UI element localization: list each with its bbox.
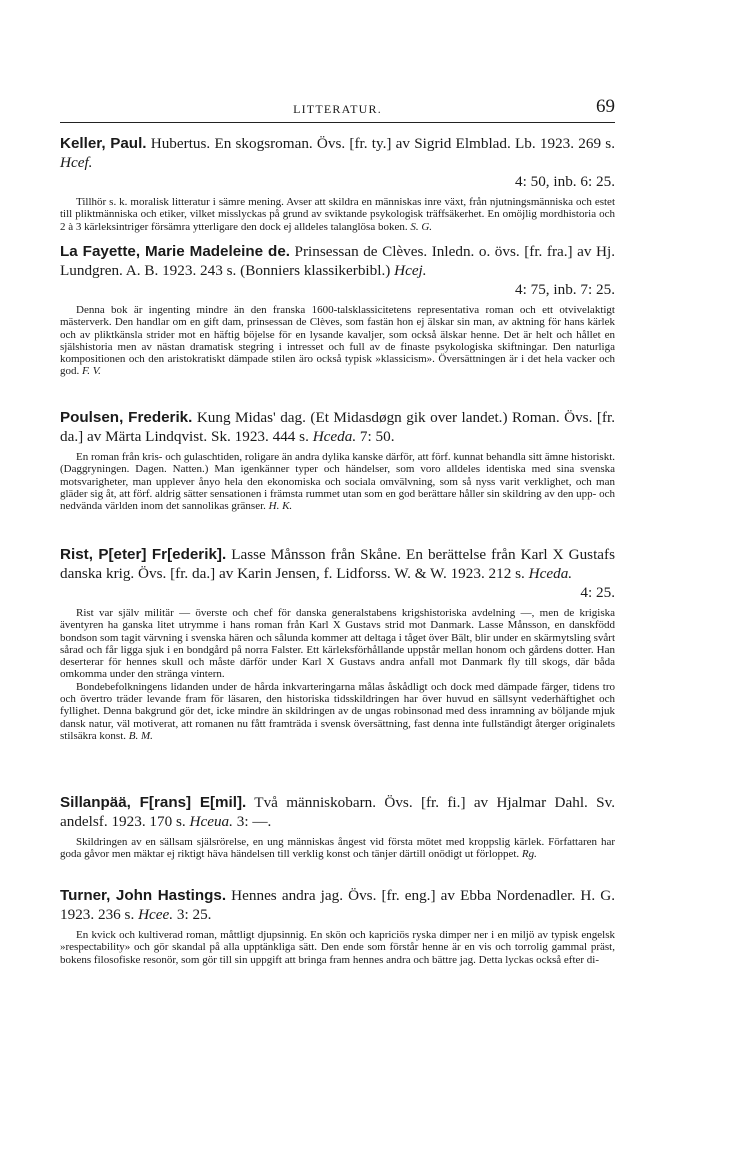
review-text: Denna bok är ingenting mindre än den franska 1600-talsklassicitetens representativa roman och ett otvivelaktigt mästerverk. Den handlar om en gift dam, prinsessan de Clèves, som fastän hon ej älskar sin man, av aktning för hans kärlek och av pliktkänsla strider mot en häftig böjelse för en lysande kavaljer, som också älskar henne. Det är helt och hållet en själshistoria men av nästan dramatisk stegring i intresset och full av de finaste psykologiska skiftningar. Den naturliga kompositionen och den aristokratiskt dämpade stilen äro också typisk »klassicism». Översättningen är i det hela vacker och god. [60, 304, 615, 378]
review-text: Tillhör s. k. moralisk litteratur i sämre mening. Avser att skildra en människas inre växt, från njutningsmänniska och estet till pliktmänniska och etiker, vilket misslyckas på grund av sviktande psykologisk träffsäkerhet. En omöjlig mordhistoria och 2 à 3 kärleksintriger försämra ytterligare den dock ej alldeles talanglösa boken. [60, 196, 615, 233]
review-text: Skildringen av en sällsam själsrörelse, en ung människas ångest vid första mötet med kroppslig kärlek. Författaren har goda gåvor men mäktar ej riktigt häva händelsen till verklig konst och tänjer därtill onödigt ut förloppet. [60, 836, 615, 861]
citation-text: Hubertus. En skogsroman. Övs. [fr. ty.] av Sigrid Elmblad. Lb. 1923. 269 s. [150, 135, 615, 152]
citation-text: Kung Midas' dag. (Et Midasdøgn gik over landet.) Roman. Övs. [fr. da.] av Märta Lindqvist. Sk. 1923. 444 s. [60, 409, 615, 445]
entry-keller [60, 134, 615, 233]
page-header [60, 96, 615, 123]
author-name: Keller, Paul. [60, 135, 147, 152]
price: 4: 75, inb. 7: 25. [515, 281, 615, 298]
citation-text: Prinsessan de Clèves. Inledn. o. övs. [fr. fra.] av Hj. Lundgren. A. B. 1923. 243 s. (Bonniers klassikerbibl.) [60, 243, 615, 279]
publisher-code: Hcej. [394, 262, 427, 279]
running-title: LITTERATUR. [293, 102, 382, 116]
publisher-code: Hcef. [60, 154, 93, 171]
page-number: 69 [596, 96, 615, 117]
review-text: En roman från kris- och gulaschtiden, roligare än andra dylika kanske därför, att förf. kunnat behandla sitt ämne historiskt. (Daggryningen. Dagen. Natten.) Man igenkänner typer och händelser, som voro alldeles identiska med sina svenska motsvarigheter, man upplever ånyo hela den ekonomiska och sociala omvälvning, som så nyss varit verklighet, och man gläder sig åt, att förf. aldrig sätter sensationen i främsta rummet utan som en god berättare håller sin skildring av den upp- och nedvända världen inom det sannolikas gränser. [60, 451, 615, 513]
citation-text: Två människobarn. Övs. [fr. fi.] av Hjalmar Dahl. Sv. andelsf. 1923. 170 s. [60, 794, 616, 830]
entry-turner [60, 886, 615, 966]
entry-la-fayette [60, 242, 615, 378]
review [60, 607, 615, 742]
publisher-code: Hceda. [528, 565, 573, 582]
price: 3: —. [236, 813, 272, 830]
review [60, 451, 615, 512]
author-name: Poulsen, Frederik. [60, 409, 193, 426]
reviewer-signature: F. V. [82, 365, 101, 378]
author-name: La Fayette, Marie Madeleine de. [60, 243, 290, 260]
review-text: En kvick och kultiverad roman, måttligt djupsinnig. En skön och kapriciös ryska dimper ner i en miljö av typisk engelsk »respectability» och gör skandal på alla upptänkliga sätt. Den ende som förstår henne är en vis och torrolig gammal präst, bokens filosofiske resonör, som gör till sin uppgift att bringa fram hennes andra och bättre jag. Detta lyckas också efter di- [60, 929, 615, 966]
price: 4: 25. [580, 584, 615, 601]
citation [60, 793, 615, 831]
price: 7: 50. [359, 428, 395, 445]
price: 4: 50, inb. 6: 25. [515, 173, 615, 190]
author-name: Turner, John Hastings. [60, 887, 227, 904]
reviewer-signature: H. K. [268, 500, 293, 513]
citation [60, 242, 615, 299]
citation [60, 886, 615, 924]
review [60, 196, 615, 233]
citation [60, 408, 615, 446]
review [60, 304, 615, 378]
publisher-code: Hcee. [138, 906, 174, 923]
citation-text: Hennes andra jag. Övs. [fr. eng.] av Ebba Nordenadler. H. G. 1923. 236 s. [60, 887, 615, 923]
review-paragraph: Rist var själv militär — överste och chef för danska generalstabens krigshistoriska avdelning —, men de krigiska äventyren ha ganska litet utrymme i hans roman från Karl X Gustavs strid mot Danmark. Lasse Månsson, en danskfödd bondson som tagit värvning i svenska hären och sålunda kommer att deltaga i tåget över Bält, blir under en skärmytsling svårt sårad och får ligga sjuk i en bondgård på norra Falster. Ett kärleksförhållande uppstår mellan honom och gårdens dotter. Han deserterar för hennes skull och måste därför under Karl X Gustavs andra anfall mot Danmark fly till skogs, där båda omkomma under den stränga vintern. [60, 607, 615, 681]
reviewer-signature: Rg. [521, 848, 537, 861]
review [60, 929, 615, 966]
review-text: Bondebefolkningens lidanden under de hårda inkvarteringarna målas åskådligt och dock med dämpade färger, tidens tro och övertro träder levande fram för läsaren, den historiska tidsskildringen har över huvud en sällsynt vederhäftighet och fyllighet. Denna bakgrund gör det, icke mindre än skildringen av de ungas robinsonad med dess inramning av böljande mjuk dansk natur, väl motiverat, att romanen nu fått framträda i svensk översättning, fast denna inte fullständigt återger originalets stilsäkra konst. [60, 680, 615, 742]
entry-rist [60, 545, 615, 742]
citation [60, 545, 615, 602]
reviewer-signature: S. G. [410, 220, 433, 233]
reviewer-signature: B. M. [128, 729, 153, 742]
publisher-code: Hceua. [189, 813, 233, 830]
price: 3: 25. [176, 906, 212, 923]
publisher-code: Hceda. [312, 428, 357, 445]
entry-poulsen [60, 408, 615, 512]
citation-text: Lasse Månsson från Skåne. En berättelse från Karl X Gustafs danska krig. Övs. [fr. da.] av Karin Jensen, f. Lidforss. W. & W. 1923. 212 s. [60, 546, 616, 582]
citation [60, 134, 615, 191]
author-name: Sillanpää, F[rans] E[mil]. [60, 794, 247, 811]
entry-sillanpaa [60, 793, 615, 861]
review [60, 836, 615, 861]
author-name: Rist, P[eter] Fr[ederik]. [60, 546, 227, 563]
